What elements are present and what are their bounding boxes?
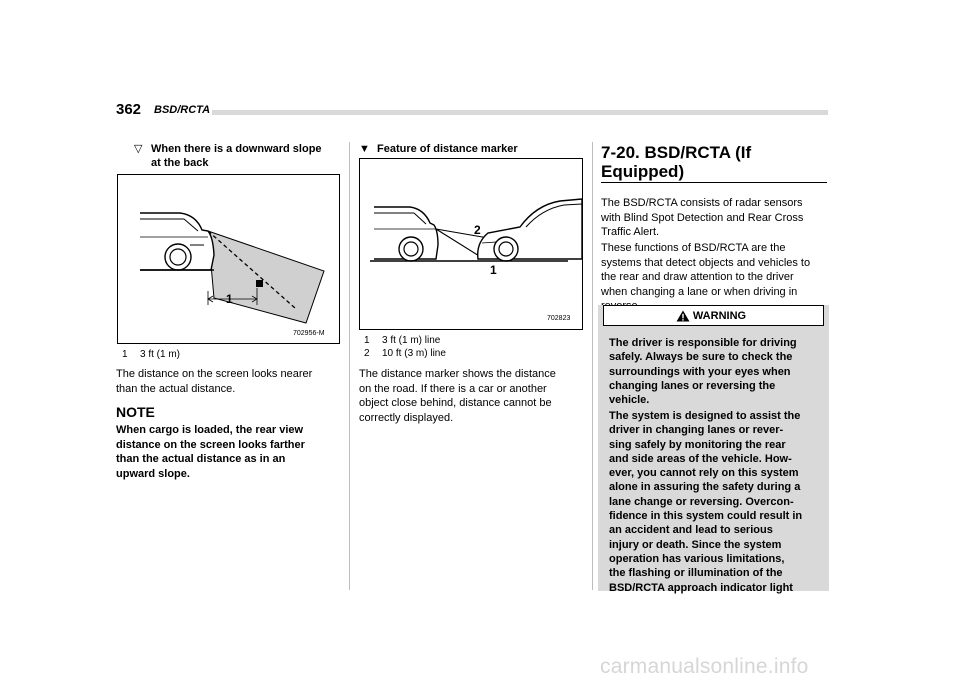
figure-code: 702956-M <box>293 330 325 337</box>
subheading-downward-slope: When there is a downward slope at the back <box>151 143 322 169</box>
watermark: carmanualsonline.info <box>600 655 809 678</box>
legend-item: 1 3 ft (1 m) line <box>364 335 441 346</box>
subheading-marker: ▽ <box>134 143 143 155</box>
distance-marker-illustration <box>360 159 582 329</box>
figure-distance-marker <box>359 158 583 330</box>
section-title-rule <box>601 182 827 183</box>
page-number: 362 <box>116 101 142 118</box>
downward-slope-illustration <box>118 175 339 343</box>
note-text: When cargo is loaded, the rear view distance on the screen looks farther than the actual distance as in an upward slope. <box>116 424 305 480</box>
paragraph-bsd-functions: These functions of BSD/RCTA are the systems that detect objects and vehicles to the rear and draw attention to the driver when changing a lane or when driving in <box>601 242 811 298</box>
figure-legend <box>122 349 180 362</box>
note-title: NOTE <box>116 404 155 420</box>
subheading-distance-marker: Feature of distance marker <box>377 143 518 155</box>
warning-header <box>603 305 824 326</box>
paragraph-distance-marker: The distance marker shows the distance on the road. If there is a car or another object close behind, distance cannot be correctly displayed. <box>359 368 556 424</box>
column-divider-1 <box>349 142 350 590</box>
header-bar <box>212 110 828 115</box>
figure-callout-1: 1 <box>226 292 233 306</box>
paragraph-screen-distance: The distance on the screen looks nearer than the actual distance. <box>116 368 313 395</box>
figure-callout-1: 1 <box>490 263 497 277</box>
subheading-marker-filled: ▼ <box>359 143 370 155</box>
section-tag: BSD/RCTA <box>154 104 211 116</box>
paragraph-bsd-intro: The BSD/RCTA consists of radar sensors with Blind Spot Detection and Rear Cross Traffic Alert. <box>601 197 804 239</box>
legend-item: 1 3 ft (1 m) <box>122 349 181 360</box>
legend-item: 2 10 ft (3 m) line <box>364 347 446 359</box>
column-divider-2 <box>592 142 593 590</box>
figure-downward-slope <box>117 174 340 344</box>
figure-code: 702823 <box>547 315 571 322</box>
warning-label: WARNING <box>692 310 747 322</box>
figure-legend <box>364 335 446 360</box>
warning-paragraph-1: The driver is responsible for driving safely. Always be sure to check the surroundings with your eyes when changing lanes or reversing the vehicle. <box>609 337 797 407</box>
warning-paragraph-2: The system is designed to assist the driver in changing lanes or rever- sing safely by monitoring the rear and side areas of the vehicle. How- ever, you cannot rely on this system alone in assuring the safety during a lane change or reversing. Overcon- fidence in this system could result in an accident and lead to serious injury or death. Since the system operation has various limitations, the flashing or illumination of the BSD/RCTA approach indicator light <box>609 410 803 594</box>
section-title: 7-20. BSD/RCTA (If Equipped) <box>601 143 752 181</box>
figure-callout-2: 2 <box>474 223 481 237</box>
